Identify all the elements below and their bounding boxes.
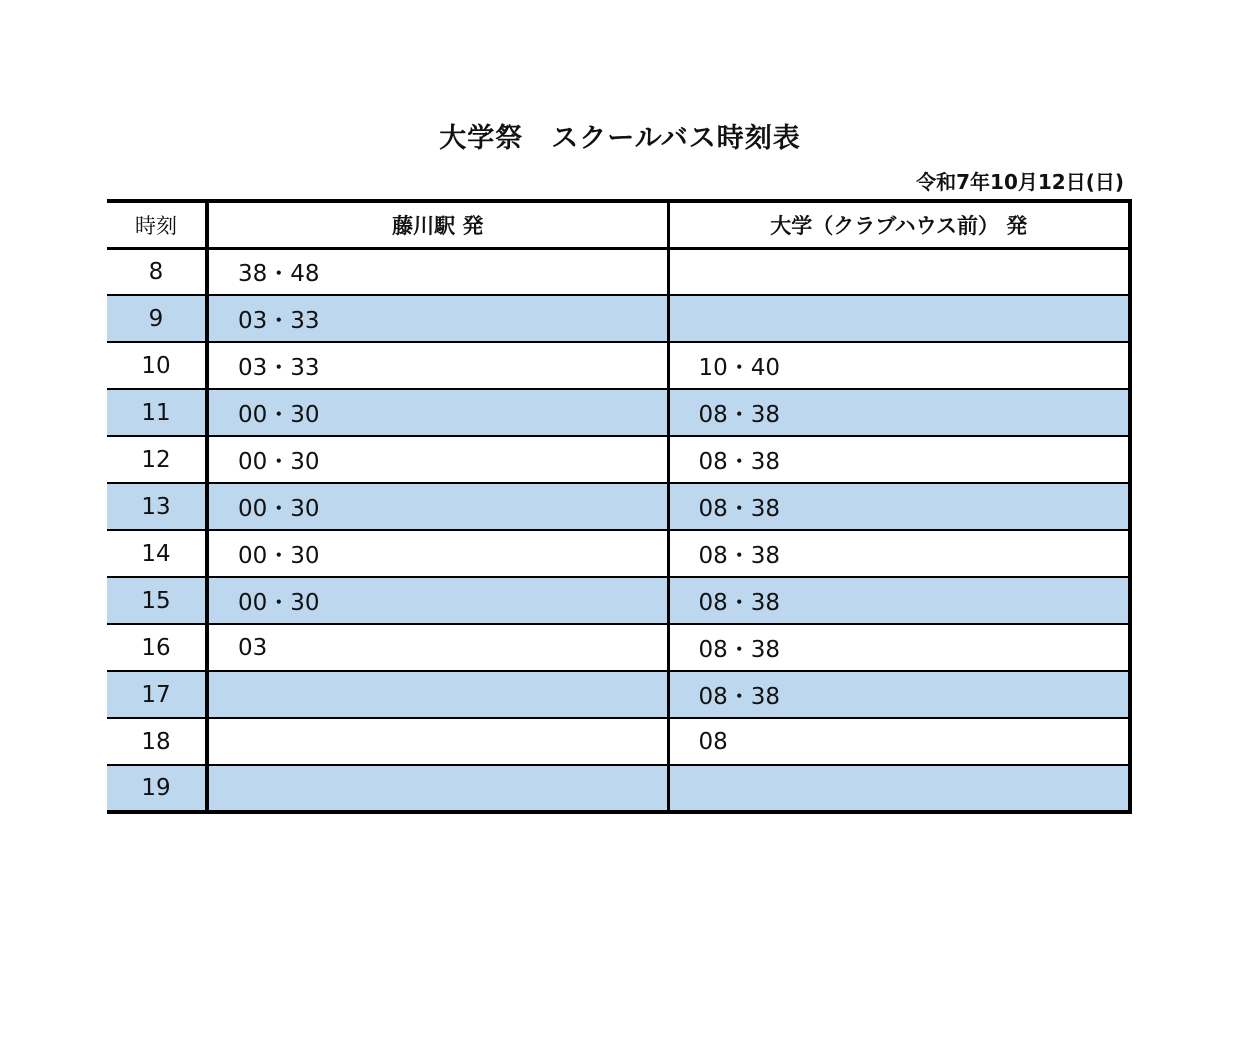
university-times-cell: 08・38: [668, 577, 1130, 624]
hour-cell: 9: [107, 295, 207, 342]
table-row: [107, 389, 1130, 436]
university-times-cell: 08・38: [668, 624, 1130, 671]
station-times-cell: 03: [207, 624, 668, 671]
university-times-cell: 08・38: [668, 389, 1130, 436]
station-times-cell: 00・30: [207, 530, 668, 577]
table-row: [107, 342, 1130, 389]
table-row: [107, 577, 1130, 624]
hour-cell: 13: [107, 483, 207, 530]
station-times-cell: 00・30: [207, 436, 668, 483]
university-times-cell: 10・40: [668, 342, 1130, 389]
table-row: [107, 248, 1130, 295]
station-times-cell: [207, 718, 668, 765]
hour-cell: 14: [107, 530, 207, 577]
hour-cell: 10: [107, 342, 207, 389]
table-row: [107, 765, 1130, 812]
bus-timetable: [107, 199, 1132, 814]
hour-cell: 8: [107, 248, 207, 295]
hour-cell: 19: [107, 765, 207, 812]
university-times-cell: [668, 765, 1130, 812]
station-times-cell: 00・30: [207, 483, 668, 530]
university-times-cell: 08: [668, 718, 1130, 765]
page-title: 大学祭 スクールバス時刻表: [439, 123, 801, 154]
hour-cell: 17: [107, 671, 207, 718]
university-times-cell: 08・38: [668, 436, 1130, 483]
table-row: [107, 624, 1130, 671]
hour-cell: 16: [107, 624, 207, 671]
header-station-departure: 藤川駅 発: [207, 201, 668, 248]
table-header-row: [107, 201, 1130, 248]
header-university-departure: 大学（クラブハウス前） 発: [668, 201, 1130, 248]
table-row: [107, 718, 1130, 765]
table-row: [107, 295, 1130, 342]
station-times-cell: 38・48: [207, 248, 668, 295]
hour-cell: 18: [107, 718, 207, 765]
hour-cell: 12: [107, 436, 207, 483]
table-row: [107, 671, 1130, 718]
university-times-cell: 08・38: [668, 483, 1130, 530]
university-times-cell: [668, 248, 1130, 295]
table-row: [107, 436, 1130, 483]
station-times-cell: 00・30: [207, 577, 668, 624]
university-times-cell: 08・38: [668, 530, 1130, 577]
hour-cell: 11: [107, 389, 207, 436]
station-times-cell: [207, 671, 668, 718]
station-times-cell: 03・33: [207, 295, 668, 342]
station-times-cell: [207, 765, 668, 812]
station-times-cell: 03・33: [207, 342, 668, 389]
table-row: [107, 483, 1130, 530]
hour-cell: 15: [107, 577, 207, 624]
university-times-cell: 08・38: [668, 671, 1130, 718]
header-hour: 時刻: [107, 201, 207, 248]
event-date: 令和7年10月12日(日): [916, 170, 1124, 194]
station-times-cell: 00・30: [207, 389, 668, 436]
table-row: [107, 530, 1130, 577]
university-times-cell: [668, 295, 1130, 342]
